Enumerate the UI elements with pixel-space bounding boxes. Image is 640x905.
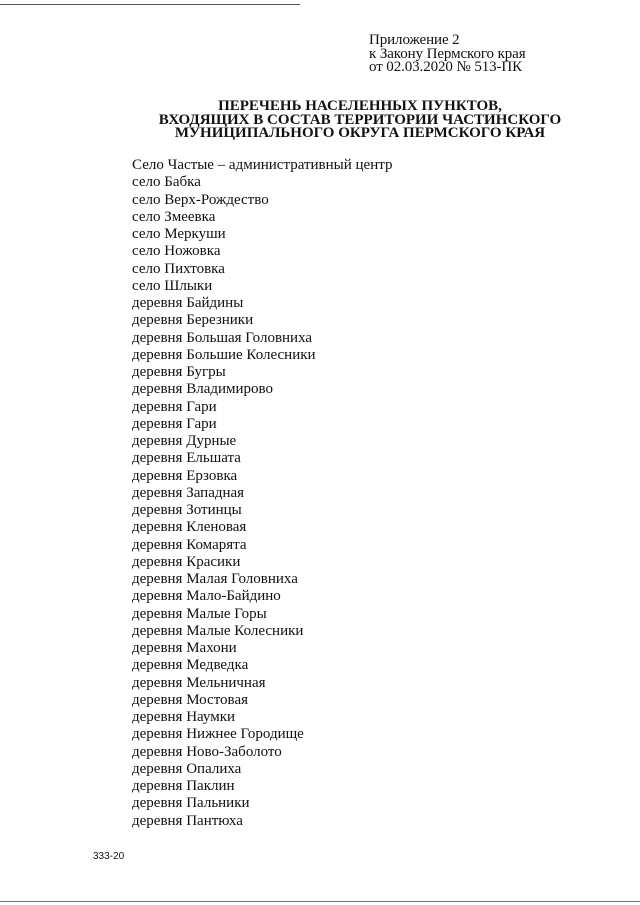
settlement-item: Село Частые – административный центр bbox=[132, 157, 393, 173]
settlement-item: деревня Медведка bbox=[132, 657, 249, 674]
settlement-list bbox=[132, 157, 392, 830]
settlement-item: деревня Комарята bbox=[132, 536, 247, 553]
settlement-item: село Верх-Рождество bbox=[132, 191, 269, 208]
settlement-item: деревня Березники bbox=[132, 312, 254, 329]
settlement-item: деревня Мало-Байдино bbox=[132, 588, 281, 605]
settlement-item: деревня Пальники bbox=[132, 795, 250, 812]
settlement-item: деревня Зотинцы bbox=[132, 502, 242, 518]
settlement-item: деревня Мостовая bbox=[132, 691, 249, 708]
top-scan-line bbox=[0, 4, 300, 5]
settlement-item: село Змеевка bbox=[132, 208, 216, 225]
settlement-item: деревня Ерзовка bbox=[132, 467, 238, 484]
settlement-item: деревня Большие Колесники bbox=[132, 346, 316, 363]
document-title bbox=[100, 100, 620, 141]
settlement-item: деревня Западная bbox=[132, 484, 245, 501]
settlement-item: село Шлыки bbox=[132, 277, 213, 294]
settlement-item: деревня Опалиха bbox=[132, 760, 242, 777]
appendix-law-reference: к Закону Пермского края bbox=[369, 45, 526, 62]
settlement-item: деревня Мельничная bbox=[132, 674, 266, 691]
settlement-item: село Бабка bbox=[132, 174, 201, 191]
settlement-item: деревня Малые Колесники bbox=[132, 622, 304, 639]
page-code: 333-20 bbox=[93, 851, 125, 862]
settlement-item: деревня Байдины bbox=[132, 295, 244, 311]
settlement-item: деревня Наумки bbox=[132, 709, 236, 725]
settlement-item: деревня Кленовая bbox=[132, 519, 247, 536]
settlement-item: деревня Большая Головниха bbox=[132, 329, 313, 346]
settlement-item: деревня Гари bbox=[132, 398, 217, 415]
bottom-scan-line bbox=[0, 901, 640, 902]
settlement-item: деревня Ново-Заболото bbox=[132, 743, 282, 760]
settlement-item: деревня Бугры bbox=[132, 364, 226, 380]
settlement-item: деревня Нижнее Городище bbox=[132, 726, 304, 743]
settlement-item: деревня Паклин bbox=[132, 778, 235, 794]
appendix-header bbox=[369, 34, 526, 75]
title-line-1: ПЕРЕЧЕНЬ НАСЕЛЕННЫХ ПУНКТОВ, bbox=[218, 98, 502, 114]
title-line-2: ВХОДЯЩИХ В СОСТАВ ТЕРРИТОРИИ ЧАСТИНСКОГО bbox=[158, 111, 562, 128]
settlement-item: деревня Пантюха bbox=[132, 812, 243, 829]
settlement-item: деревня Дурные bbox=[132, 433, 237, 449]
settlement-item: деревня Малая Головниха bbox=[132, 571, 298, 587]
settlement-item: село Ножовка bbox=[132, 243, 221, 260]
settlement-item: деревня Гари bbox=[132, 415, 217, 432]
settlement-item: деревня Малые Горы bbox=[132, 605, 267, 622]
settlement-item: деревня Красики bbox=[132, 553, 241, 570]
settlement-item: село Меркуши bbox=[132, 226, 226, 242]
settlement-item: деревня Ельшата bbox=[132, 450, 241, 467]
appendix-law-date: от 02.03.2020 № 513-ПК bbox=[369, 59, 523, 75]
appendix-number: Приложение 2 bbox=[369, 32, 460, 48]
settlement-item: село Пихтовка bbox=[132, 260, 225, 277]
settlement-item: деревня Махони bbox=[132, 640, 237, 656]
settlement-item: деревня Владимирово bbox=[132, 381, 274, 398]
title-line-3: МУНИЦИПАЛЬНОГО ОКРУГА ПЕРМСКОГО КРАЯ bbox=[174, 125, 546, 141]
